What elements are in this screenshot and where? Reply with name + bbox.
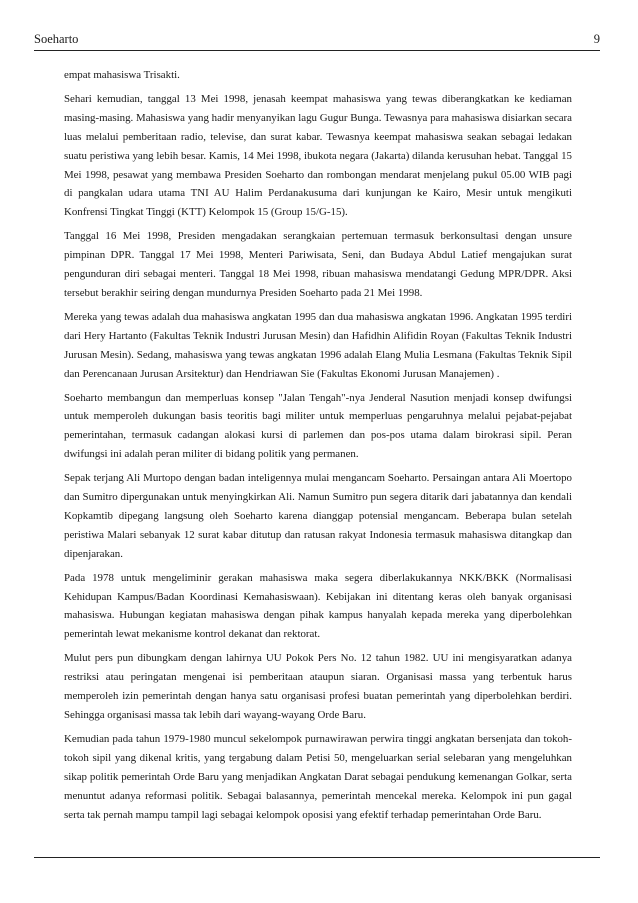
- document-title: Soeharto: [34, 32, 79, 46]
- paragraph: Pada 1978 untuk mengeliminir gerakan mahasiswa maka segera diberlakukannya NKK/BKK (Normalisasi Kehidupan Kampus/Badan Koordinasi Kemahasiswaan). Kebijakan ini ditentang keras oleh banyak organisasi mahasiswa. Hubungan kegiatan mahasiswa dengan pihak kampus hanyalah kepada mereka yang diperbolehkan pemerintah lewat mekanisme kontrol dekanat dan rektorat.: [64, 571, 572, 641]
- body-text: [64, 66, 572, 829]
- paragraph: Tanggal 16 Mei 1998, Presiden mengadakan serangkaian pertemuan termasuk berkonsultasi dengan unsure pimpinan DPR. Tanggal 17 Mei 1998, Menteri Pariwisata, Seni, dan Budaya Abdul Latief mengajukan surat pengunduran diri sebagai menteri. Tanggal 18 Mei 1998, ribuan mahasiswa mendatangi Gedung MPR/DPR. Aksi tersebut berakhir seiring dengan mundurnya Presiden Soeharto pada 21 Mei 1998.: [64, 230, 572, 299]
- paragraph: Sepak terjang Ali Murtopo dengan badan inteligennya mulai mengancam Soeharto. Persaingan antara Ali Moertopo dan Sumitro dipergunakan untuk menyingkirkan Ali. Namun Sumitro pun segera ditarik dari jabatannya dan kendali Kopkamtib dipegang langsung oleh Soeharto karena dianggap potensial mengancam. Beberapa bulan setelah peristiwa Malari sebanyak 12 surat kabar ditutup dan ratusan rakyat Indonesia termasuk mahasiswa ditangkap dan dipenjarakan.: [64, 472, 572, 560]
- paragraph: Kemudian pada tahun 1979-1980 muncul sekelompok purnawirawan perwira tinggi angkatan bersenjata dan tokoh-tokoh sipil yang dikenal kritis, yang tergabung dalam Petisi 50, mengeluarkan serial selebaran yang mengeluhkan sikap politik pemerintah Orde Baru yang menjadikan Angkatan Darat sebagai pendukung kemenangan Golkar, serta menuntut adanya reformasi politik. Sebagai balasannya, pemerintah mencekal mereka. Kelompok ini pun gagal serta tak pernah mampu tampil lagi sebagai kelompok oposisi yang efektif terhadap pemerintahan Orde Baru.: [64, 732, 572, 821]
- paragraph: empat mahasiswa Trisakti.: [64, 69, 180, 81]
- paragraph: Soeharto membangun dan memperluas konsep "Jalan Tengah"-nya Jenderal Nasution menjadi konsep dwifungsi untuk memperoleh dukungan basis teoritis bagi militer untuk memperluas pengaruhnya melalui pejabat-pejabat pemerintahan, termasuk cadangan alokasi kursi di parlemen dan pos-pos utama dalam birokrasi sipil. Peran dwifungsi ini adalah peran militer di bidang politik yang permanen.: [64, 391, 572, 461]
- paragraph: Mereka yang tewas adalah dua mahasiswa angkatan 1995 dan dua mahasiswa angkatan 1996. Angkatan 1995 terdiri dari Hery Hartanto (Fakultas Teknik Industri Jurusan Mesin) dan Hafidhin Alifidin Royan (Fakultas Teknik Industri Jurusan Mesin). Sedang, mahasiswa yang tewas angkatan 1996 adalah Elang Mulia Lesmana (Fakultas Teknik Sipil dan Perencanaan Jurusan Arsitektur) dan Hendriawan Sie (Fakultas Ekonomi Jurusan Manajemen) .: [64, 310, 572, 380]
- paragraph: Sehari kemudian, tanggal 13 Mei 1998, jenasah keempat mahasiswa yang tewas diberangkatkan ke kediaman masing-masing. Mahasiswa yang hadir menyanyikan lagu Gugur Bunga. Tewasnya para mahasiswa disiarkan secara luas melalui pemberitaan radio, televise, dan surat kabar. Tewasnya keempat mahasiswa seakan sebagai ledakan suatu peristiwa yang lebih besar. Kamis, 14 Mei 1998, ibukota negara (Jakarta) dilanda kerusuhan hebat. Tanggal 15 Mei 1998, pesawat yang membawa Presiden Soeharto dan rombongan mendarat menjelang pukul 05.00 WIB pagi di pangkalan udara utama TNI AU Halim Perdanakusuma dari kunjungan ke Kairo, Mesir untuk mengikuti Konfrensi Tingkat Tinggi (KTT) Kelompok 15 (Group 15/G-15).: [64, 92, 572, 219]
- footer-rule: [34, 857, 600, 858]
- running-header: [34, 30, 600, 51]
- page-number: 9: [593, 32, 600, 46]
- paragraph: Mulut pers pun dibungkam dengan lahirnya UU Pokok Pers No. 12 tahun 1982. UU ini mengisyaratkan adanya restriksi atau peringatan mengenai isi pemberitaan ataupun siaran. Organisasi massa yang terbentuk harus memperoleh izin pemerintah dengan hanya satu organisasi profesi buatan pemerintah yang diperbolehkan berdiri. Sehingga organisasi massa tak lebih dari wayang-wayang Orde Baru.: [64, 652, 572, 721]
